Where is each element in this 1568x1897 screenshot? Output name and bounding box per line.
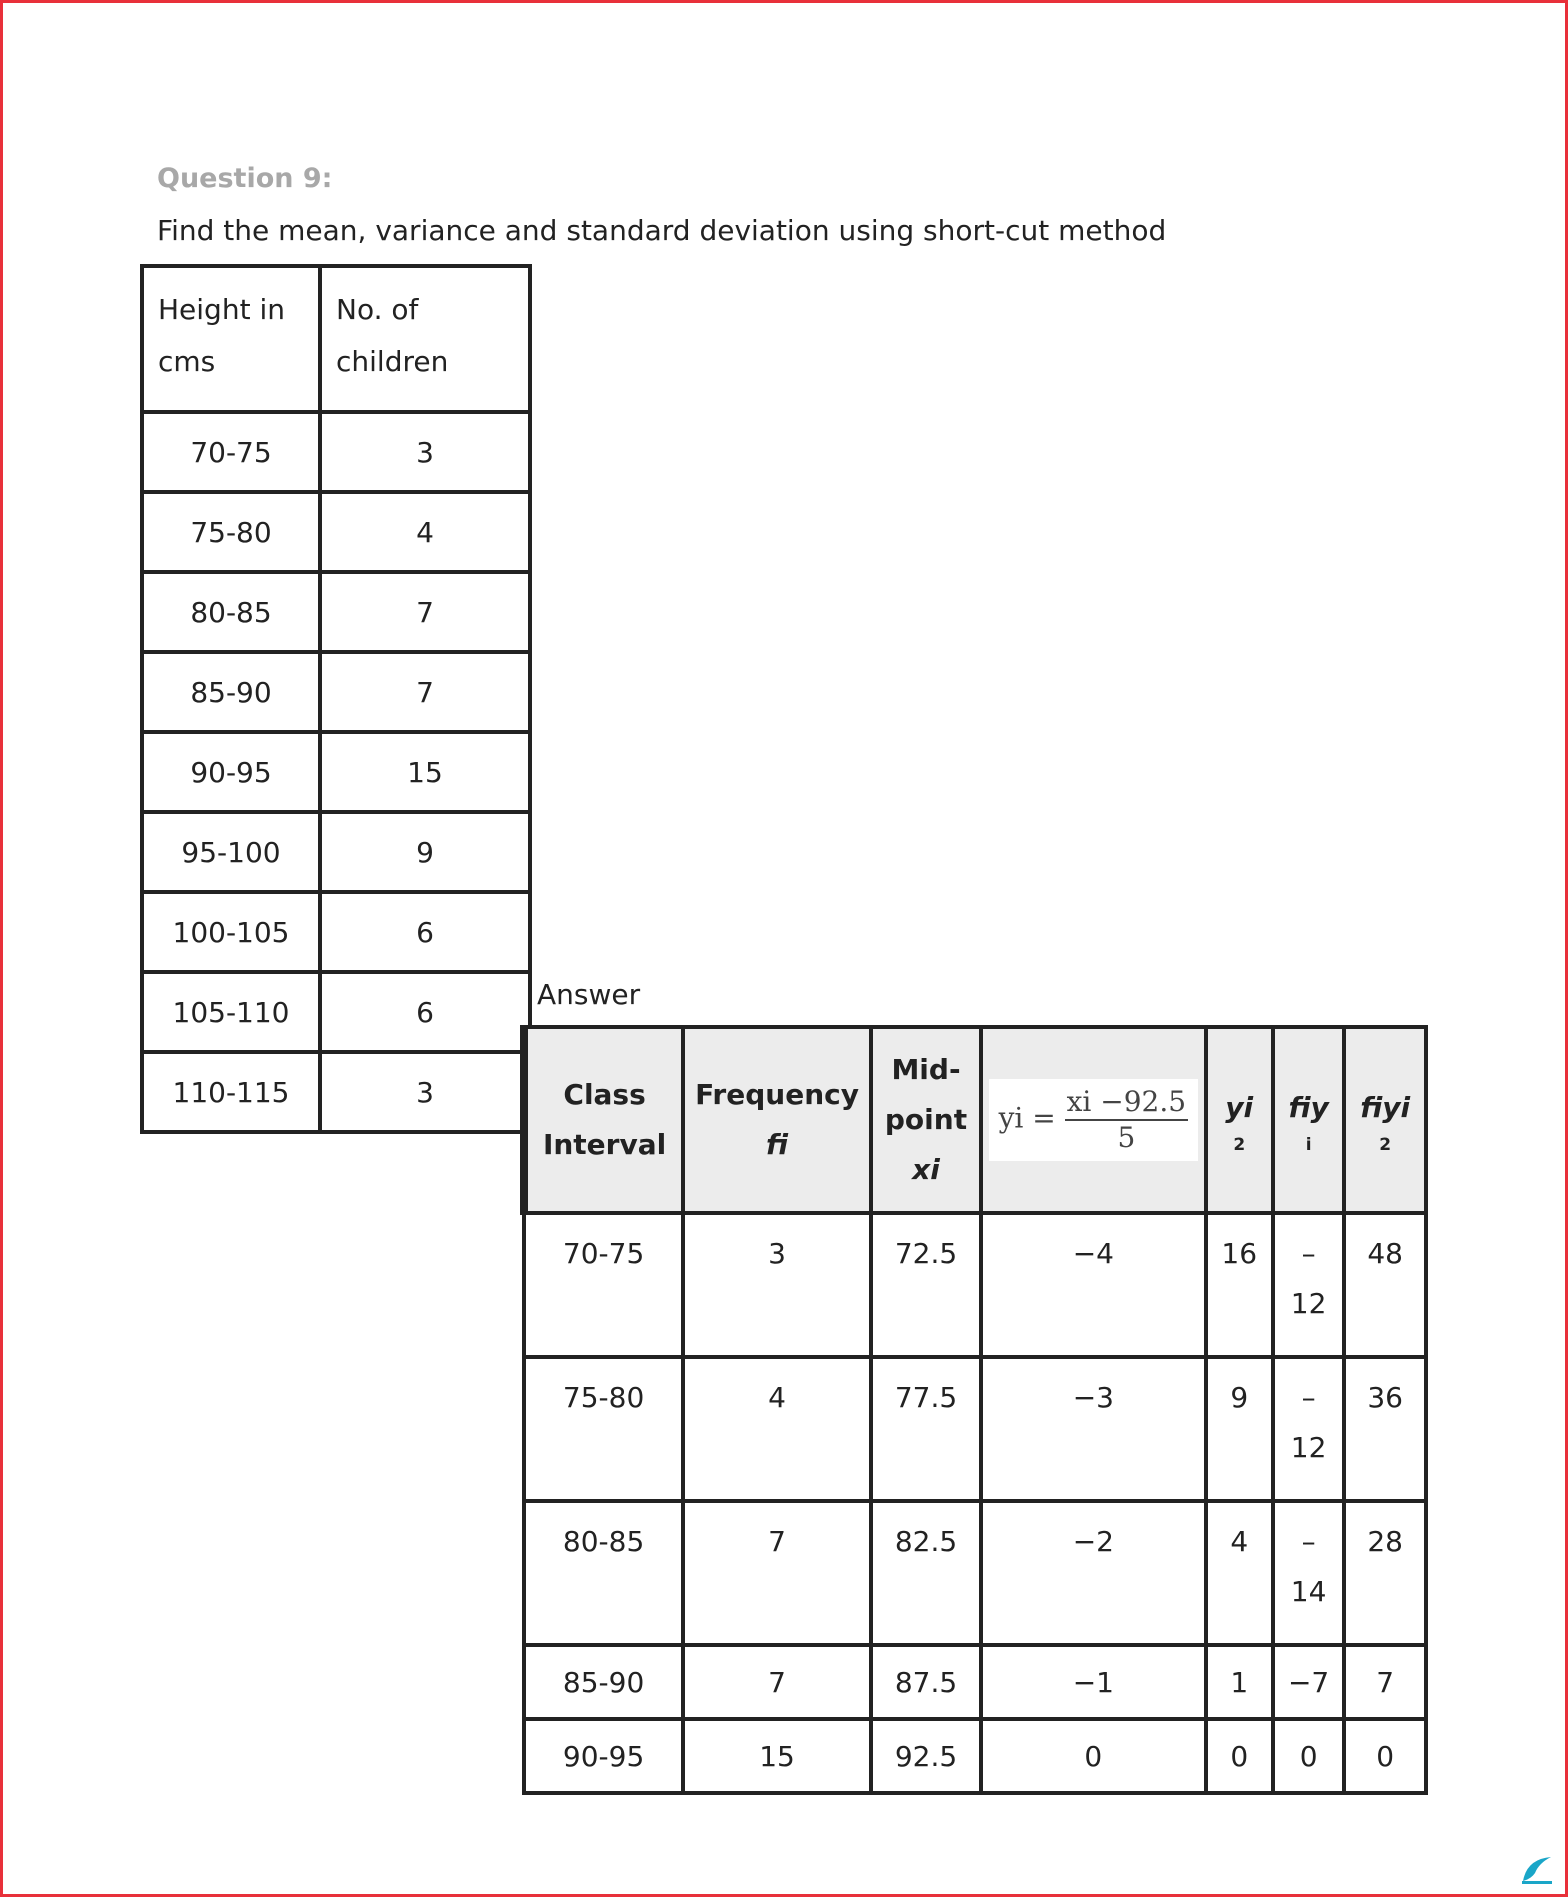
answer-table xyxy=(520,1025,1428,1795)
table-row xyxy=(142,812,530,892)
ci-cell: 70-75 xyxy=(524,1213,683,1357)
fy-cell: −7 xyxy=(1273,1645,1344,1719)
height-cell: 75-80 xyxy=(142,492,320,572)
fy2-cell: 36 xyxy=(1344,1357,1426,1501)
table-row xyxy=(142,652,530,732)
children-cell: 9 xyxy=(320,812,530,892)
f-cell: 7 xyxy=(683,1501,871,1645)
height-cell: 95-100 xyxy=(142,812,320,892)
f-cell: 15 xyxy=(683,1719,871,1793)
table-row xyxy=(524,1501,1426,1645)
height-cell: 100-105 xyxy=(142,892,320,972)
question-title: Question 9: xyxy=(157,163,333,194)
height-cell: 105-110 xyxy=(142,972,320,1052)
y2-cell: 16 xyxy=(1206,1213,1273,1357)
table-row xyxy=(142,412,530,492)
f-cell: 4 xyxy=(683,1357,871,1501)
x-cell: 82.5 xyxy=(871,1501,981,1645)
header-class-interval: Class Interval xyxy=(524,1027,683,1213)
table-row xyxy=(524,1719,1426,1793)
height-data-table xyxy=(140,264,532,1134)
question-text: Find the mean, variance and standard deviation using short-cut method xyxy=(157,214,1167,247)
table-row xyxy=(142,572,530,652)
ci-cell: 75-80 xyxy=(524,1357,683,1501)
fy2-cell: 0 xyxy=(1344,1719,1426,1793)
ci-cell: 90-95 xyxy=(524,1719,683,1793)
y-cell: −4 xyxy=(981,1213,1205,1357)
y2-cell: 4 xyxy=(1206,1501,1273,1645)
table-row xyxy=(142,492,530,572)
children-cell: 3 xyxy=(320,1052,530,1132)
y2-cell: 0 xyxy=(1206,1719,1273,1793)
table-row xyxy=(142,972,530,1052)
answer-label: Answer xyxy=(537,978,641,1011)
x-cell: 77.5 xyxy=(871,1357,981,1501)
x-cell: 87.5 xyxy=(871,1645,981,1719)
children-cell: 7 xyxy=(320,572,530,652)
y-cell: −1 xyxy=(981,1645,1205,1719)
table-row xyxy=(524,1213,1426,1357)
table-row xyxy=(142,732,530,812)
answer-header-row xyxy=(524,1027,1426,1213)
x-cell: 72.5 xyxy=(871,1213,981,1357)
table-row xyxy=(142,892,530,972)
fy2-cell: 28 xyxy=(1344,1501,1426,1645)
header-formula xyxy=(981,1027,1205,1213)
children-cell: 3 xyxy=(320,412,530,492)
header-height: Height in cms xyxy=(142,266,320,412)
ci-cell: 80-85 xyxy=(524,1501,683,1645)
height-cell: 110-115 xyxy=(142,1052,320,1132)
table-row xyxy=(524,1357,1426,1501)
logo-icon xyxy=(1519,1851,1555,1887)
children-cell: 15 xyxy=(320,732,530,812)
children-cell: 7 xyxy=(320,652,530,732)
header-yi-squared: yi 2 xyxy=(1206,1027,1273,1213)
f-cell: 7 xyxy=(683,1645,871,1719)
y-cell: −3 xyxy=(981,1357,1205,1501)
header-children: No. of children xyxy=(320,266,530,412)
y-cell: −2 xyxy=(981,1501,1205,1645)
header-fiyi: fiy i xyxy=(1273,1027,1344,1213)
height-cell: 80-85 xyxy=(142,572,320,652)
header-fiyi-squared: fiyi 2 xyxy=(1344,1027,1426,1213)
table-row xyxy=(524,1645,1426,1719)
height-cell: 85-90 xyxy=(142,652,320,732)
table-header-row xyxy=(142,266,530,412)
fy-cell: – 14 xyxy=(1273,1501,1344,1645)
formula-yi: yi = $\frac{xi -92.5}{5}$ xyxy=(989,1079,1199,1161)
height-cell: 70-75 xyxy=(142,412,320,492)
ci-cell: 85-90 xyxy=(524,1645,683,1719)
y2-cell: 9 xyxy=(1206,1357,1273,1501)
fy2-cell: 48 xyxy=(1344,1213,1426,1357)
header-frequency: Frequency fi xyxy=(683,1027,871,1213)
f-cell: 3 xyxy=(683,1213,871,1357)
fy-cell: – 12 xyxy=(1273,1357,1344,1501)
height-cell: 90-95 xyxy=(142,732,320,812)
children-cell: 4 xyxy=(320,492,530,572)
fy-cell: – 12 xyxy=(1273,1213,1344,1357)
children-cell: 6 xyxy=(320,892,530,972)
fy-cell: 0 xyxy=(1273,1719,1344,1793)
table-row xyxy=(142,1052,530,1132)
fy2-cell: 7 xyxy=(1344,1645,1426,1719)
x-cell: 92.5 xyxy=(871,1719,981,1793)
children-cell: 6 xyxy=(320,972,530,1052)
y2-cell: 1 xyxy=(1206,1645,1273,1719)
header-midpoint: Mid-point xi xyxy=(871,1027,981,1213)
y-cell: 0 xyxy=(981,1719,1205,1793)
